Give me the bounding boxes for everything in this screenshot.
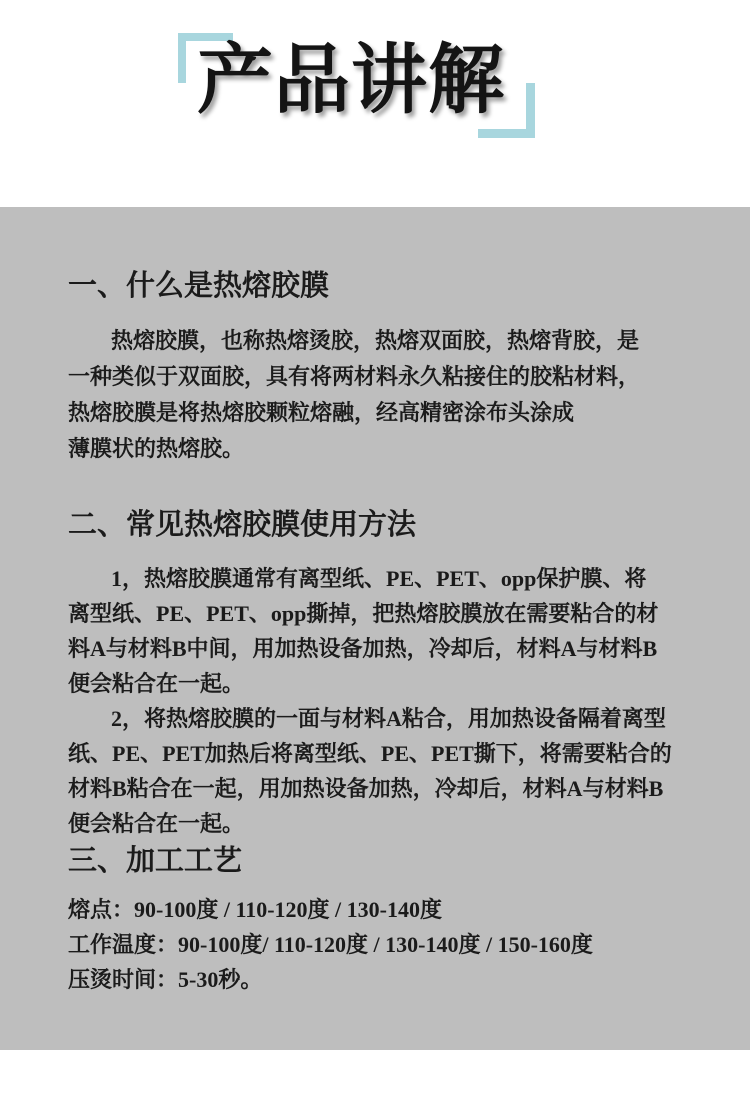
text-line: 一种类似于双面胶，具有将两材料永久粘接住的胶粘材料， [68, 364, 641, 389]
text-line: 热熔胶膜是将热熔胶颗粒熔融，经高精密涂布头涂成 [68, 400, 575, 425]
section-2-paragraph-2 [68, 701, 695, 841]
text-line: 热熔胶膜，也称热熔烫胶，热熔双面胶，热熔背胶，是 [111, 328, 640, 353]
section-1-heading: 一、什么是热熔胶膜 [68, 270, 330, 302]
spec-melting-point: 熔点：90-100度 / 110-120度 / 130-140度 [68, 897, 442, 922]
text-line: 便会粘合在一起。 [68, 671, 245, 696]
text-line: 2，将热熔胶膜的一面与材料A粘合，用加热设备隔着离型 [111, 706, 666, 731]
text-line: 纸、PE、PET加热后将离型纸、PE、PET撕下，将需要粘合的 [68, 741, 672, 766]
text-line: 料A与材料B中间，用加热设备加热，冷却后，材料A与材料B [68, 636, 658, 661]
section-2-heading: 二、常见热熔胶膜使用方法 [68, 509, 417, 541]
spec-press-time: 压烫时间：5-30秒。 [68, 967, 263, 992]
text-line: 材料B粘合在一起，用加热设备加热，冷却后，材料A与材料B [68, 776, 664, 801]
text-line: 离型纸、PE、PET、opp撕掉，把热熔胶膜放在需要粘合的材 [68, 601, 659, 626]
section-3-specs [68, 892, 695, 997]
section-1-paragraph [68, 323, 695, 467]
section-2-paragraph-1 [68, 561, 695, 701]
content-panel [0, 207, 750, 1050]
text-line: 薄膜状的热熔胶。 [68, 436, 245, 461]
section-3-heading: 三、加工工艺 [68, 845, 243, 877]
spec-working-temperature: 工作温度：90-100度/ 110-120度 / 130-140度 / 150-160度 [68, 932, 593, 957]
text-line: 便会粘合在一起。 [68, 811, 245, 836]
title-bracket-bottom-right-icon [478, 83, 535, 138]
page-title: 产品讲解 [197, 38, 505, 123]
text-line: 1，热熔胶膜通常有离型纸、PE、PET、opp保护膜、将 [111, 566, 647, 591]
